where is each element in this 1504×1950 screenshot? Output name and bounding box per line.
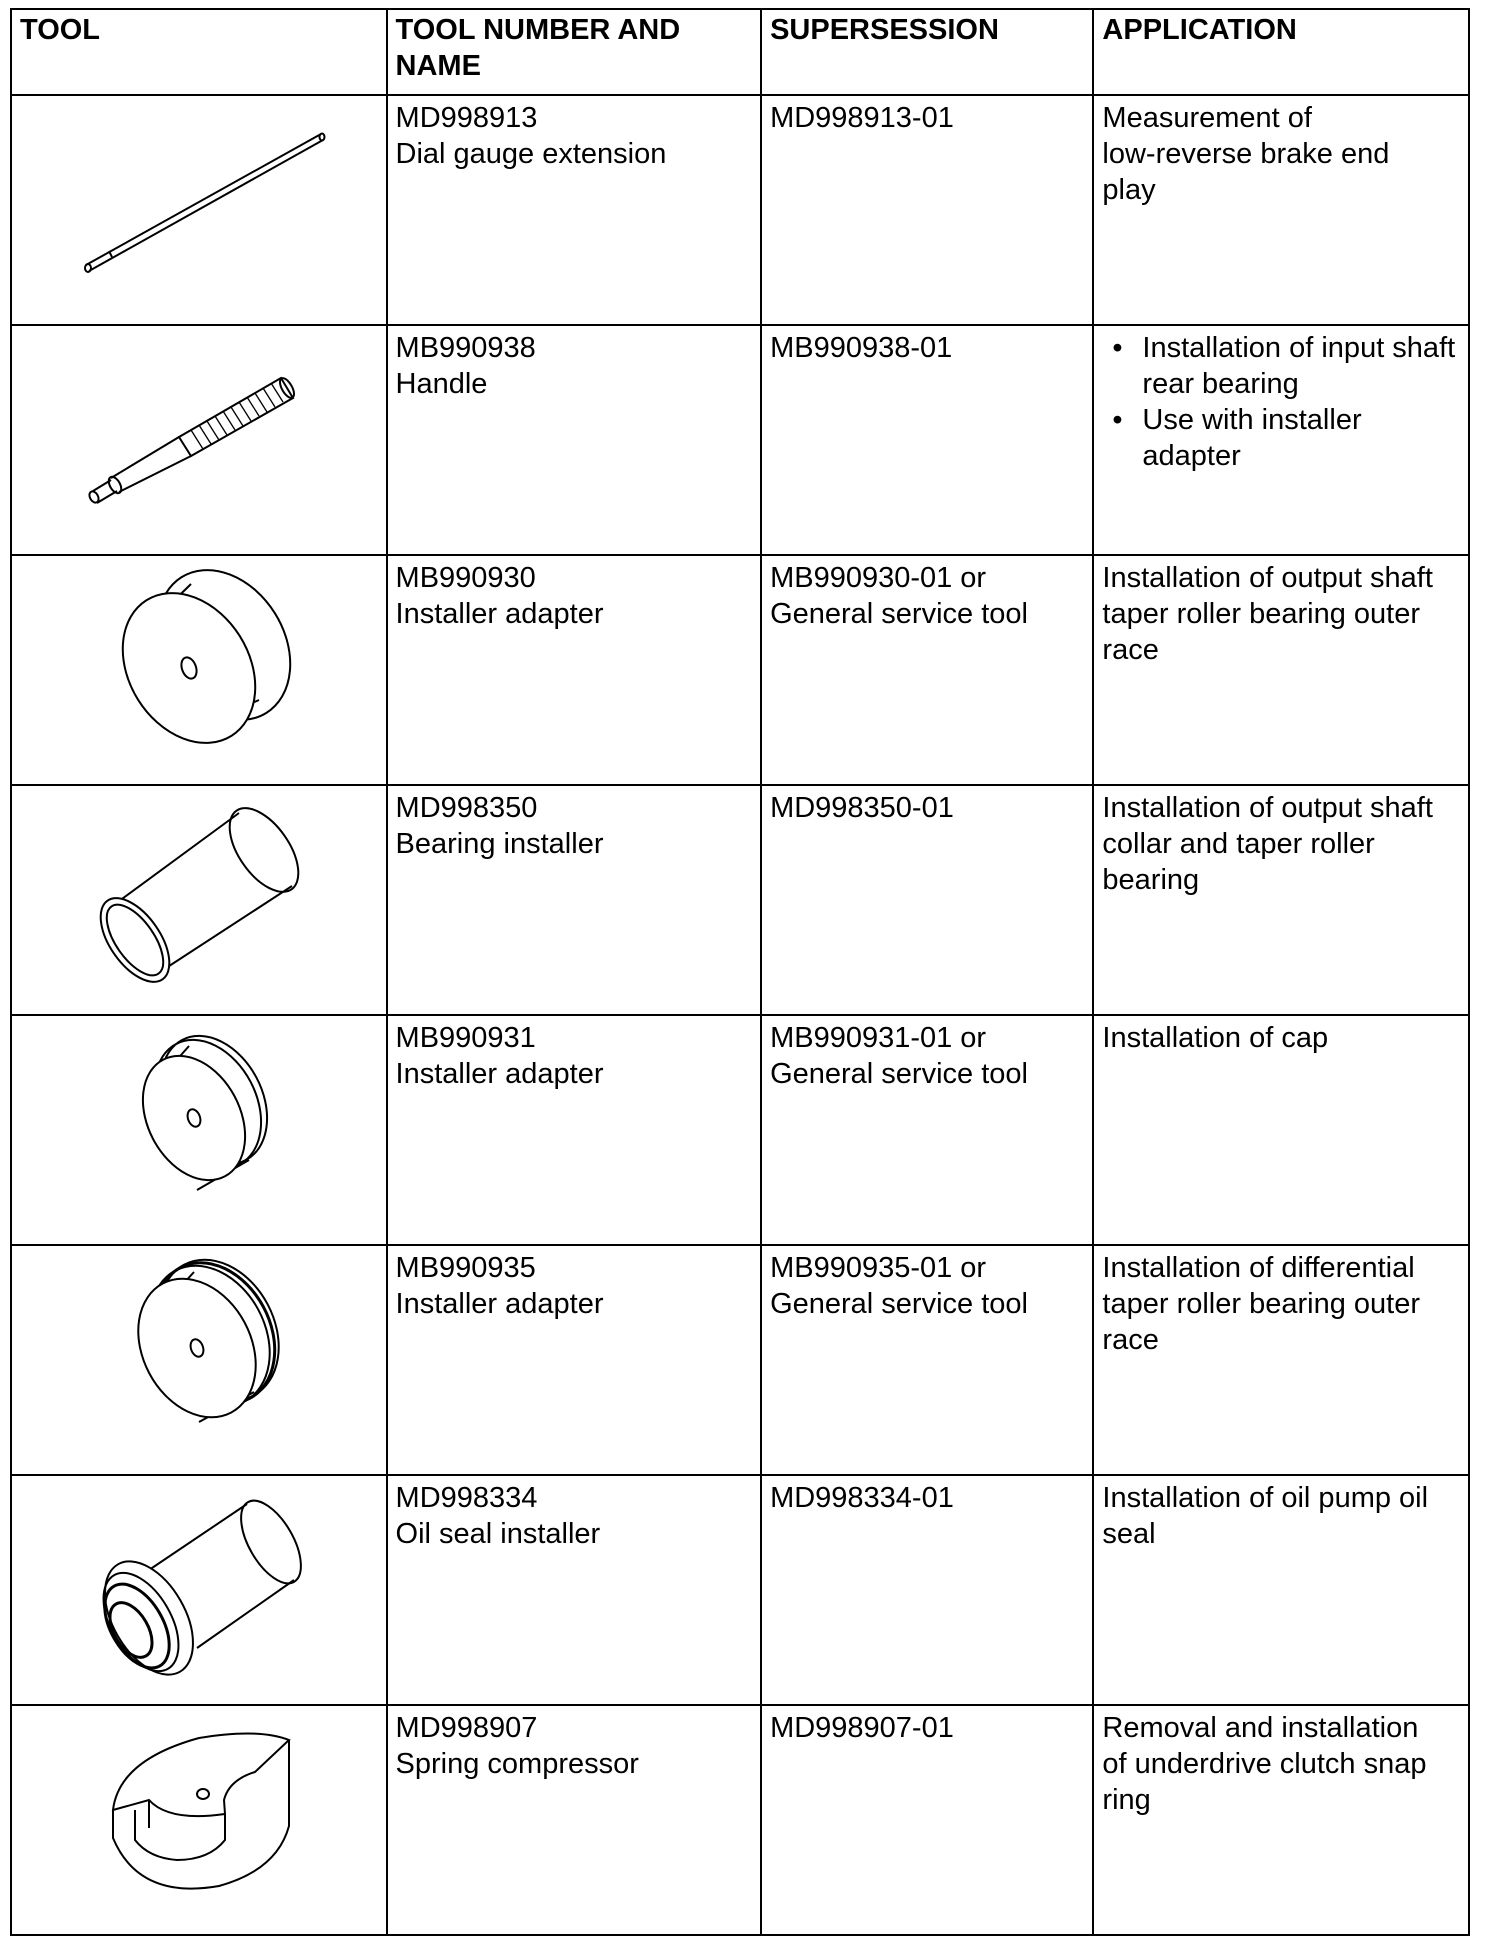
header-supersession: SUPERSESSION [761,9,1093,95]
tool-image-cell [11,1245,387,1475]
tool-number: MD998913 [395,102,538,134]
tool-number-name-cell [387,325,762,555]
supersession-text: MB990931-01 or [770,1022,987,1054]
application-text: Installation of differential [1102,1252,1415,1284]
application-cell [1093,785,1469,1015]
tool-number: MD998907 [395,1712,538,1744]
table-row [11,1015,1469,1245]
supersession-text: MB990938-01 [770,332,953,364]
tool-number-name-cell [387,1705,762,1935]
table-row [11,325,1469,555]
application-text: collar and taper roller [1102,828,1375,860]
supersession-text: MD998907-01 [770,1712,954,1744]
tool-number: MB990930 [395,562,536,594]
tool-image-cell [11,95,387,325]
bearing-installer-icon [49,790,349,990]
tool-name: Dial gauge extension [395,138,667,170]
header-application: APPLICATION [1093,9,1469,95]
application-cell [1093,1245,1469,1475]
supersession-cell [761,95,1093,325]
header-tool-number-and-name: TOOL NUMBER AND NAME [387,9,762,95]
supersession-cell [761,325,1093,555]
application-text: Measurement of [1102,102,1312,134]
supersession-cell [761,1245,1093,1475]
application-cell [1093,1705,1469,1935]
application-bullet-list [1102,330,1460,474]
handle-icon [49,330,349,530]
supersession-text: MD998913-01 [770,102,954,134]
tool-name: Installer adapter [395,1058,604,1090]
tool-number-name-cell [387,555,762,785]
application-text: low-reverse brake end [1102,138,1390,170]
application-text: Installation of cap [1102,1022,1329,1054]
tool-name: Bearing installer [395,828,604,860]
supersession-cell [761,555,1093,785]
application-text: taper roller bearing outer [1102,1288,1420,1320]
supersession-cell [761,1015,1093,1245]
spring-compressor-icon [49,1710,349,1910]
supersession-text: General service tool [770,598,1028,630]
tool-number-name-cell [387,95,762,325]
supersession-text: MD998350-01 [770,792,954,824]
application-bullet: • Use with installer adapter [1142,402,1460,474]
tool-number: MB990935 [395,1252,536,1284]
table-row [11,1245,1469,1475]
application-text: Installation of output shaft [1102,792,1433,824]
special-tools-table [10,8,1470,1936]
supersession-text: MD998334-01 [770,1482,954,1514]
application-text: ring [1102,1784,1151,1816]
tool-number-name-cell [387,1015,762,1245]
table-row [11,1475,1469,1705]
tool-image-cell [11,785,387,1015]
tool-image-cell [11,1705,387,1935]
table-row [11,1705,1469,1935]
application-cell [1093,325,1469,555]
tool-number: MD998350 [395,792,538,824]
tool-number-name-cell [387,1245,762,1475]
installer-adapter-icon [49,560,349,760]
tool-number: MB990938 [395,332,536,364]
tool-name: Oil seal installer [395,1518,601,1550]
application-cell [1093,95,1469,325]
tool-number-name-cell [387,1475,762,1705]
application-cell [1093,555,1469,785]
application-text: Installation of oil pump oil [1102,1482,1429,1514]
tool-number: MD998334 [395,1482,538,1514]
application-text: seal [1102,1518,1156,1550]
tool-name: Installer adapter [395,1288,604,1320]
installer-adapter-icon [49,1020,349,1220]
supersession-text: General service tool [770,1058,1028,1090]
application-text: of underdrive clutch snap [1102,1748,1427,1780]
tool-image-cell [11,555,387,785]
installer-adapter-icon [49,1250,349,1450]
application-cell [1093,1475,1469,1705]
tool-number-name-cell [387,785,762,1015]
tool-name: Spring compressor [395,1748,639,1780]
supersession-text: General service tool [770,1288,1028,1320]
application-text: bearing [1102,864,1200,896]
tool-name: Handle [395,368,488,400]
application-text: race [1102,634,1159,666]
application-cell [1093,1015,1469,1245]
table-header-row [11,9,1469,95]
table-row [11,785,1469,1015]
supersession-cell [761,1705,1093,1935]
tool-name: Installer adapter [395,598,604,630]
tool-image-cell [11,1475,387,1705]
table-row [11,95,1469,325]
table-row [11,555,1469,785]
header-tool: TOOL [11,9,387,95]
supersession-text: MB990930-01 or [770,562,987,594]
tool-number: MB990931 [395,1022,536,1054]
tool-image-cell [11,325,387,555]
supersession-cell [761,785,1093,1015]
application-text: Removal and installation [1102,1712,1419,1744]
application-text: play [1102,174,1156,206]
application-text: race [1102,1324,1159,1356]
tool-image-cell [11,1015,387,1245]
oil-seal-installer-icon [49,1480,349,1680]
application-text: taper roller bearing outer [1102,598,1420,630]
dial-gauge-extension-icon [49,100,349,300]
supersession-text: MB990935-01 or [770,1252,987,1284]
supersession-cell [761,1475,1093,1705]
application-bullet: • Installation of input shaft rear bearing [1142,330,1460,402]
application-text: Installation of output shaft [1102,562,1433,594]
